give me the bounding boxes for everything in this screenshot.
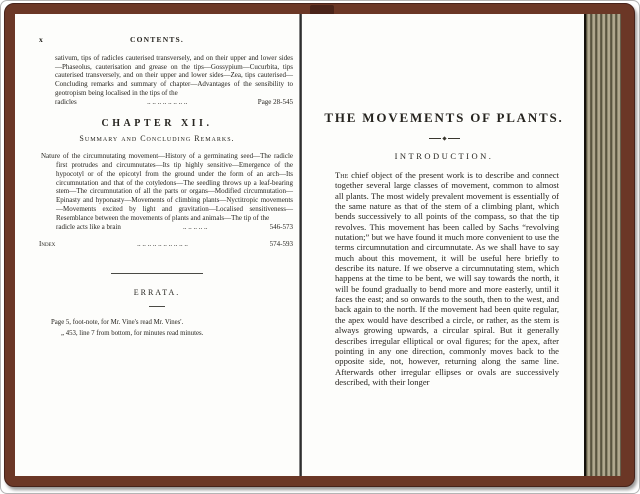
section-divider-rule [111,273,203,274]
dot-leaders: .. .. .. .. .. [183,222,208,231]
index-page-range: 574-593 [269,240,293,249]
contents-tail: radicles [55,97,77,106]
book-title: THE MOVEMENTS OF PLANTS. [324,110,564,125]
dot-leaders: .. .. .. .. .. .. .. .. [147,97,188,106]
page-folio: x [39,35,43,44]
title-ornament [302,137,586,140]
introduction-paragraph [335,170,559,387]
lead-word: The [335,170,349,180]
index-entry [39,240,293,249]
summary-tail: radicle acts like a brain [56,222,121,231]
left-page [15,14,299,476]
fore-edge-page-stack [584,14,621,476]
book-cover [4,3,635,487]
chapter-summary-paragraph: Nature of the circumnutating movement—History of a germinating seed—The radicle first protrudes and circumnutates—Its tip highly sensitive—Emergence of the hypocotyl or of the epicotyl from the ground under the form of an arch—Its circumnutation and that of the cotyledons—The seedling throws up a leaf-bearing stem—The circumnutation of all the parts or organs—Modified circumnutation—Epinasty and hyponasty—Movements of climbing plants—Nyctitropic movements—Movements excited by light and gravitation—Localised sensitiveness—Resemblance between the movements of plants and animals—The tip of the [41,152,293,222]
errata-line-2: „ 453, line 7 from bottom, for minutes read minutes. [61,329,204,337]
summary-page-range: 546-573 [269,222,293,231]
chapter-heading: CHAPTER XII. [101,117,213,129]
errata-line-1: Page 5, foot-note, for Mr. Vine's read Mr. Vines'. [51,318,184,326]
introduction-heading: INTRODUCTION. [394,151,494,161]
right-page [302,14,586,476]
ornament-line [429,138,441,139]
running-head: CONTENTS. [130,35,184,44]
ornament-diamond-icon [442,136,446,140]
contents-page-range: Page 28-545 [257,97,293,106]
chapter-subtitle: Summary and Concluding Remarks. [79,134,235,144]
errata-rule [149,306,165,307]
ornament-line [448,138,460,139]
page-spread [15,14,586,476]
summary-leader-line [56,223,293,232]
contents-leader-line [55,98,293,107]
left-page-header [15,36,299,45]
dot-leaders: .. .. .. .. .. .. .. .. .. .. [137,240,188,249]
introduction-text: chief object of the present work is to describe and connect together several large classes of movement, common to almost all plants. The most widely prevalent movement is essentially of the same nature as that of the stem of a climbing plant, which bends successively to all points of the compass, so that the tip revolves. This movement has been called by Sachs “revolving nutation;” but we have found it much more convenient to use the terms circumnutation and circumnutate. As we shall have to say much about this movement, it will be useful here briefly to describe its nature. If we observe a circumnutating stem, which happens at the time to be bent, we will say towards the north, it will be found gradually to bend more and more easterly, until it faces the east; and so onwards to the south, then to the west, and back again to the north. If the movement had been quite regular, the apex would have described a circle, or rather, as the stem is always growing upwards, a circular spiral. But it generally describes irregular elliptical or oval figures; for the apex, after pointing in any one direction, commonly moves back to the opposite side, not, however, returning along the same line. Afterwards other irregular ellipses or ovals are successively described, with their longer [335,170,559,387]
index-label: Index [39,240,56,249]
contents-continuation-paragraph: sativum, tips of radicles cauterised transversely, and on their upper and lower sides—Phaseolus, cauterisation and grease on the tips—Gossypium—Cucurbita, tips cauterised transversely, and on their upper and lower sides—Zea, tips cauterised—Concluding remarks and summary of chapter—Advantages of the sensibility to geotropism being localised in the tips of the [55,53,293,97]
errata-heading: ERRATA. [133,288,181,298]
